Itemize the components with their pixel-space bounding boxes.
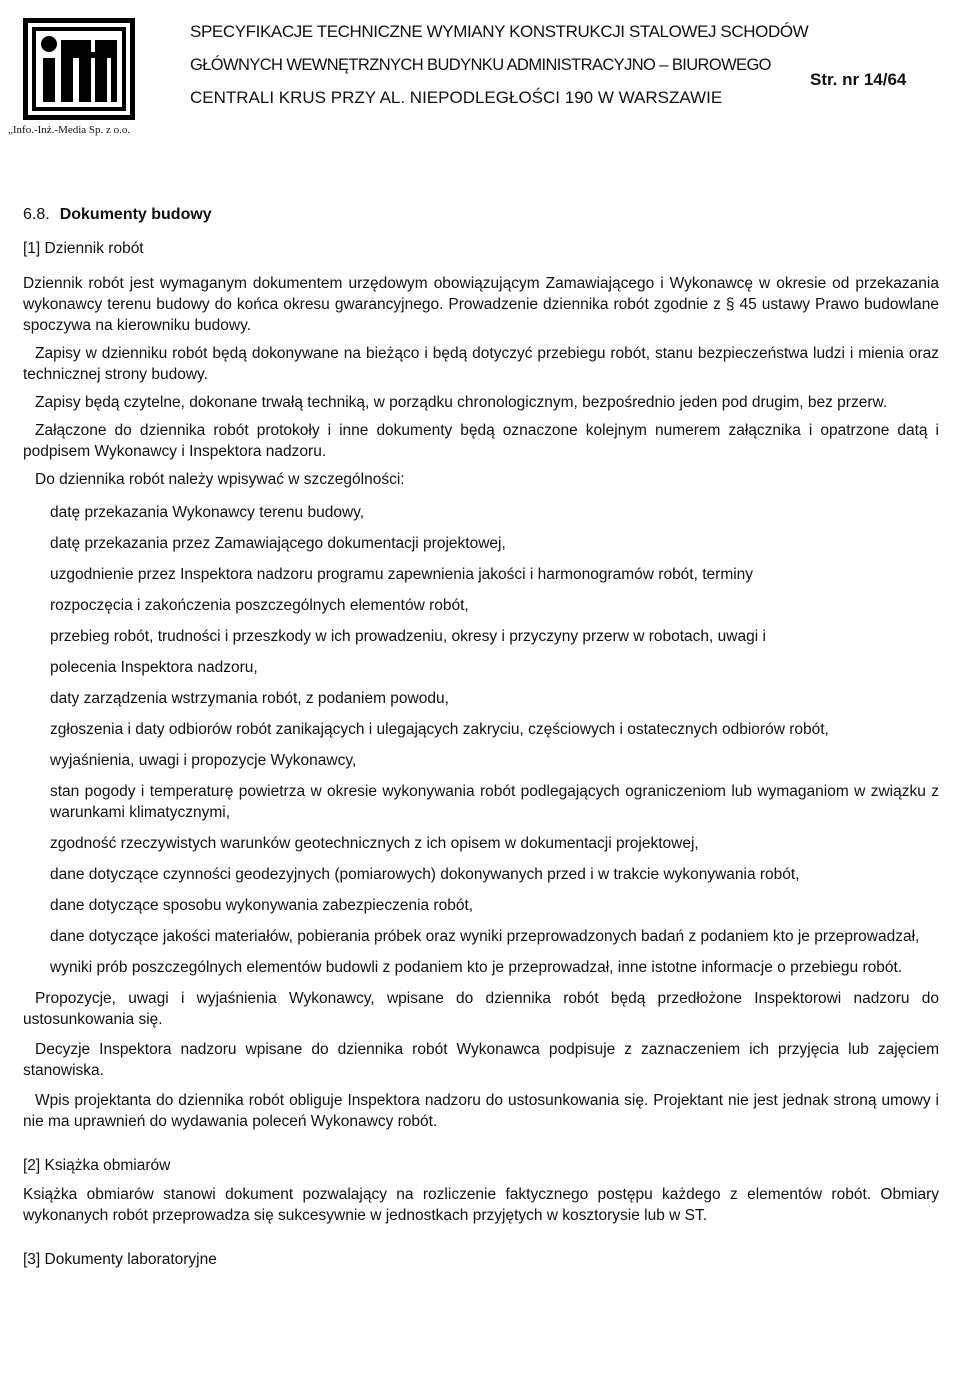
list-item: zgłoszenia i daty odbiorów robót zanikających i ulegających zakryciu, częściowych i ostatecznych odbiorów robót, (50, 721, 829, 738)
list-item: datę przekazania Wykonawcy terenu budowy, (50, 504, 365, 521)
page-header (0, 0, 960, 140)
list-item: datę przekazania przez Zamawiającego dokumentacji projektowej, (50, 535, 506, 552)
list-item: dane dotyczące czynności geodezyjnych (pomiarowych) dokonywanych przed i w trakcie wykonywania robót, (50, 866, 800, 883)
list-item: wyniki prób poszczególnych elementów budowli z podaniem kto je przeprowadzał, inne istotne informacje o przebiegu robót. (50, 959, 903, 976)
header-title-line-2: GŁÓWNYCH WEWNĘTRZNYCH BUDYNKU ADMINISTRACYJNO – BIUROWEGO (190, 56, 771, 74)
subsection-title-3: [3] Dokumenty laboratoryjne (23, 1251, 217, 1268)
list-item: wyjaśnienia, uwagi i propozycje Wykonawcy, (50, 752, 357, 769)
list-item: rozpoczęcia i zakończenia poszczególnych elementów robót, (50, 597, 469, 614)
document-body (23, 204, 939, 1284)
list-item: zgodność rzeczywistych warunków geotechnicznych z ich opisem w dokumentacji projektowej, (50, 835, 699, 852)
header-title-line-3: CENTRALI KRUS PRZY AL. NIEPODLEGŁOŚCI 190 W WARSZAWIE (190, 88, 723, 107)
paragraph: Zapisy w dzienniku robót będą dokonywane na bieżąco i będą dotyczyć przebiegu robót, stanu bezpieczeństwa ludzi i mienia oraz technicznej strony budowy. (23, 345, 939, 383)
list-item: uzgodnienie przez Inspektora nadzoru programu zapewnienia jakości i harmonogramów robót, terminy (50, 566, 754, 583)
list-item: przebieg robót, trudności i przeszkody w ich prowadzeniu, okresy i przyczyny przerw w robotach, uwagi i (50, 628, 766, 645)
paragraph: Książka obmiarów stanowi dokument pozwalający na rozliczenie faktycznego postępu każdego z elementów robót. Obmiary wykonanych robót przeprowadza się sukcesywnie w jednostkach przyjętych w kosztorysie lub w ST. (23, 1186, 939, 1224)
header-title-line-1: SPECYFIKACJE TECHNICZNE WYMIANY KONSTRUKCJI STALOWEJ SCHODÓW (190, 22, 809, 41)
subsection-title-2: [2] Książka obmiarów (23, 1157, 171, 1174)
list-item: stan pogody i temperaturę powietrza w okresie wykonywania robót podlegających ograniczeniom lub wymaganiom w związku z warunkami klimatycznymi, (50, 783, 939, 821)
list-item: dane dotyczące sposobu wykonywania zabezpieczenia robót, (50, 897, 474, 914)
paragraph: Załączone do dziennika robót protokoły i inne dokumenty będą oznaczone kolejnym numerem załącznika i opatrzone datą i podpisem Wykonawcy i Inspektora nadzoru. (23, 422, 939, 460)
page-number: Str. nr 14/64 (810, 70, 907, 89)
paragraph: Wpis projektanta do dziennika robót obliguje Inspektora nadzoru do ustosunkowania się. Projektant nie jest jednak stroną umowy i nie ma uprawnień do wydawania poleceń Wykonawcy robót. (23, 1092, 939, 1130)
list-item: polecenia Inspektora nadzoru, (50, 659, 258, 676)
list-item: daty zarządzenia wstrzymania robót, z podaniem powodu, (50, 690, 449, 707)
paragraph: Decyzje Inspektora nadzoru wpisane do dziennika robót Wykonawca podpisuje z zaznaczeniem ich przyjęcia lub zajęciem stanowiska. (23, 1041, 939, 1079)
list-item: dane dotyczące jakości materiałów, pobierania próbek oraz wyniki przeprowadzonych badań z podaniem kto je przeprowadzał, (50, 928, 920, 945)
paragraph: Dziennik robót jest wymaganym dokumentem urzędowym obowiązującym Zamawiającego i Wykonawcę w okresie od przekazania wykonawcy terenu budowy do końca okresu gwarancyjnego. Prowadzenie dziennika robót zgodnie z § 45 ustawy Prawo budowlane spoczywa na kierowniku budowy. (23, 275, 939, 334)
paragraph: Do dziennika robót należy wpisywać w szczególności: (35, 471, 405, 488)
subsection-title-1: [1] Dziennik robót (23, 240, 144, 257)
paragraph: Zapisy będą czytelne, dokonane trwałą techniką, w porządku chronologicznym, bezpośrednio jeden pod drugim, bez przerw. (35, 394, 888, 411)
company-name: „Info.-Inż.-Media Sp. z o.o. (8, 124, 131, 136)
section-heading (23, 204, 939, 225)
journal-entries-list (23, 502, 939, 978)
section-number: 6.8. (23, 206, 50, 223)
section-title: Dokumenty budowy (59, 206, 212, 223)
company-logo-icon (23, 18, 135, 120)
paragraph: Propozycje, uwagi i wyjaśnienia Wykonawcy, wpisane do dziennika robót będą przedłożone Inspektorowi nadzoru do ustosunkowania się. (23, 990, 939, 1028)
